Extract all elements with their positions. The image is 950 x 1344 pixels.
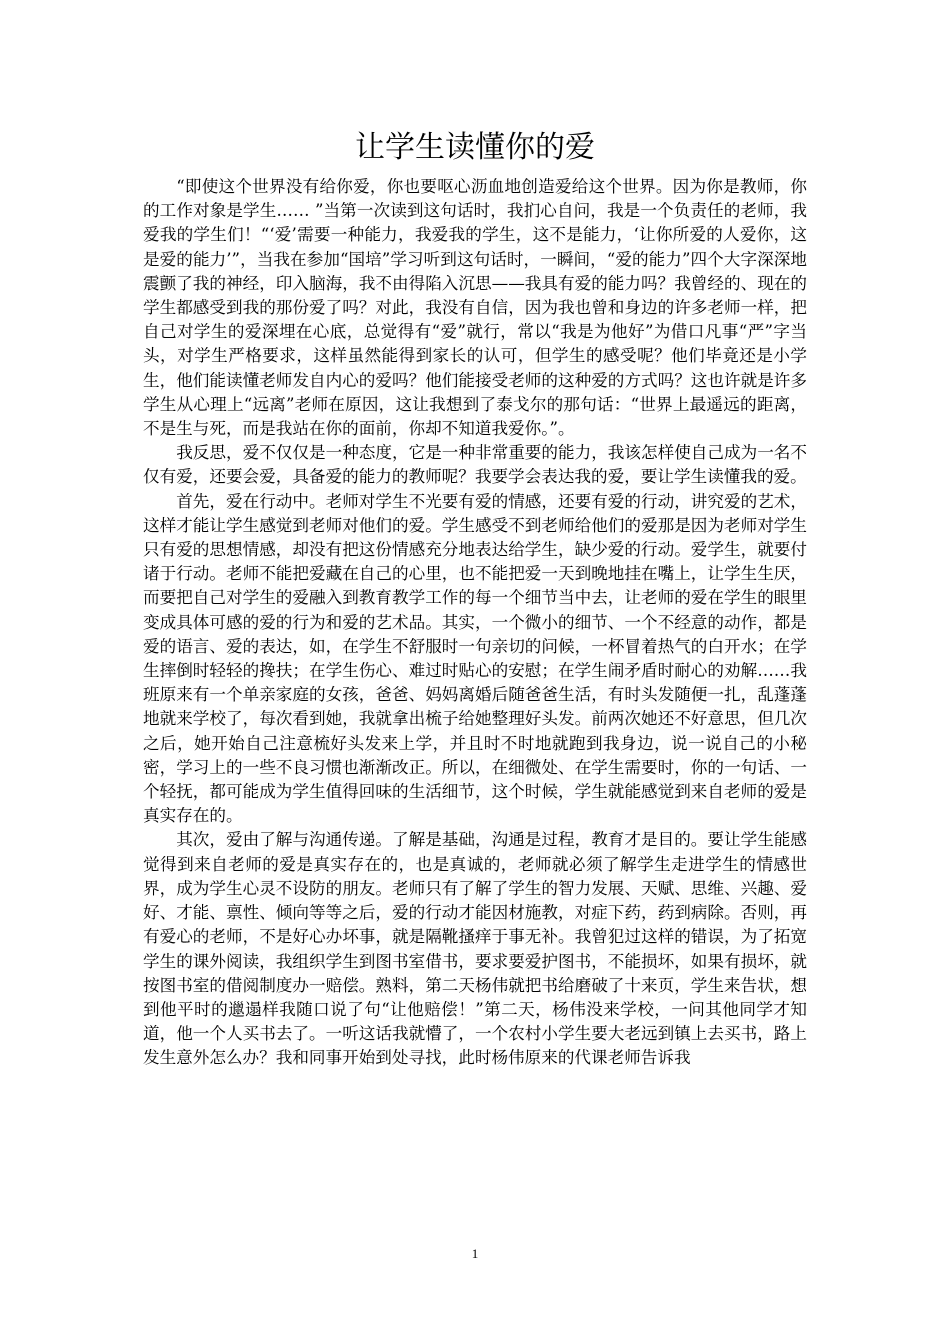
document-body [143,175,807,1071]
paragraph-1: “即使这个世界没有给你爱，你也要呕心沥血地创造爱给这个世界。因为你是教师，你的工作对象是学生…… ”当第一次读到这句话时，我扪心自问，我是一个负责任的老师，我爱我的学生们！“‘爱’需要一种能力，我爱我的学生，这不是能力，‘让你所爱的人爱你，这是爱的能力’”，当我在参加“国培”学习听到这句话时，一瞬间，“爱的能力”四个大字深深地震颤了我的神经，印入脑海，我不由得陷入沉思——我具有爱的能力吗？我曾经的、现在的学生都感受到我的那份爱了吗？对此，我没有自信，因为我也曾和身边的许多老师一样，把自己对学生的爱深埋在心底，总觉得有“爱”就行，常以“我是为他好”为借口凡事“严”字当头，对学生严格要求，这样虽然能得到家长的认可，但学生的感受呢？他们毕竟还是小学生，他们能读懂老师发自内心的爱吗？他们能接受老师的这种爱的方式吗？这也许就是许多学生从心理上“远离”老师在原因，这让我想到了泰戈尔的那句话：“世界上最遥远的距离，不是生与死，而是我站在你的面前，你却不知道我爱你。”。 [143,177,807,439]
page-number: 1 [471,1246,479,1261]
paragraph-4: 其次，爱由了解与沟通传递。了解是基础，沟通是过程，教育才是目的。要让学生能感觉得到来自老师的爱是真实存在的，也是真诚的，老师就必须了解学生走进学生的情感世界，成为学生心灵不设防的朋友。老师只有了解了学生的智力发展、天赋、思维、兴趣、爱好、才能、禀性、倾向等等之后，爱的行动才能因材施教，对症下药，药到病除。否则，再有爱心的老师，不是好心办坏事，就是隔靴搔痒于事无补。我曾犯过这样的错误，为了拓宽学生的课外阅读，我组织学生到图书室借书，要求要爱护图书，不能损坏，如果有损坏，就按图书室的借阅制度办一赔偿。熟料，第二天杨伟就把书给磨破了十来页，学生来告状，想到他平时的邋遢样我随口说了句“让他赔偿！”第二天，杨伟没来学校，一问其他同学才知道，他一个人买书去了。一听这话我就懵了，一个农村小学生要大老远到镇上去买书，路上发生意外怎么办？我和同事开始到处寻找，此时杨伟原来的代课老师告诉我 [143,830,807,1068]
paragraph-3: 首先，爱在行动中。老师对学生不光要有爱的情感，还要有爱的行动，讲究爱的艺术，这样才能让学生感觉到老师对他们的爱。学生感受不到老师给他们的爱那是因为老师对学生只有爱的思想情感，却没有把这份情感充分地表达给学生，缺少爱的行动。爱学生，就要付诸于行动。老师不能把爱藏在自己的心里，也不能把爱一天到晚地挂在嘴上，让学生生厌，而要把自己对学生的爱融入到教育教学工作的每一个细节当中去，让老师的爱在学生的眼里变成具体可感的爱的行为和爱的艺术品。其实，一个微小的细节、一个不经意的动作，都是爱的语言、爱的表达，如，在学生不舒服时一句亲切的问候，一杯冒着热气的白开水；在学生摔倒时轻轻的搀扶；在学生伤心、难过时贴心的安慰；在学生闹矛盾时耐心的劝解……我班原来有一个单亲家庭的女孩，爸爸、妈妈离婚后随爸爸生活，有时头发随便一扎，乱蓬蓬地就来学校了，每次看到她，我就拿出梳子给她整理好头发。前两次她还不好意思，但几次之后，她开始自己注意梳好头发来上学，并且时不时地就跑到我身边，说一说自己的小秘密，学习上的一些不良习惯也渐渐改正。所以，在细微处、在学生需要时，你的一句话、一个轻抚，都可能成为学生值得回味的生活细节，这个时候，学生就能感觉到来自老师的爱是真实存在的。 [143,491,807,826]
document-title: 让学生读懂你的爱 [355,130,595,165]
paragraph-2: 我反思，爱不仅仅是一种态度，它是一种非常重要的能力，我该怎样使自己成为一名不仅有爱，还要会爱，具备爱的能力的教师呢？我要学会表达我的爱，要让学生读懂我的爱。 [143,443,807,487]
